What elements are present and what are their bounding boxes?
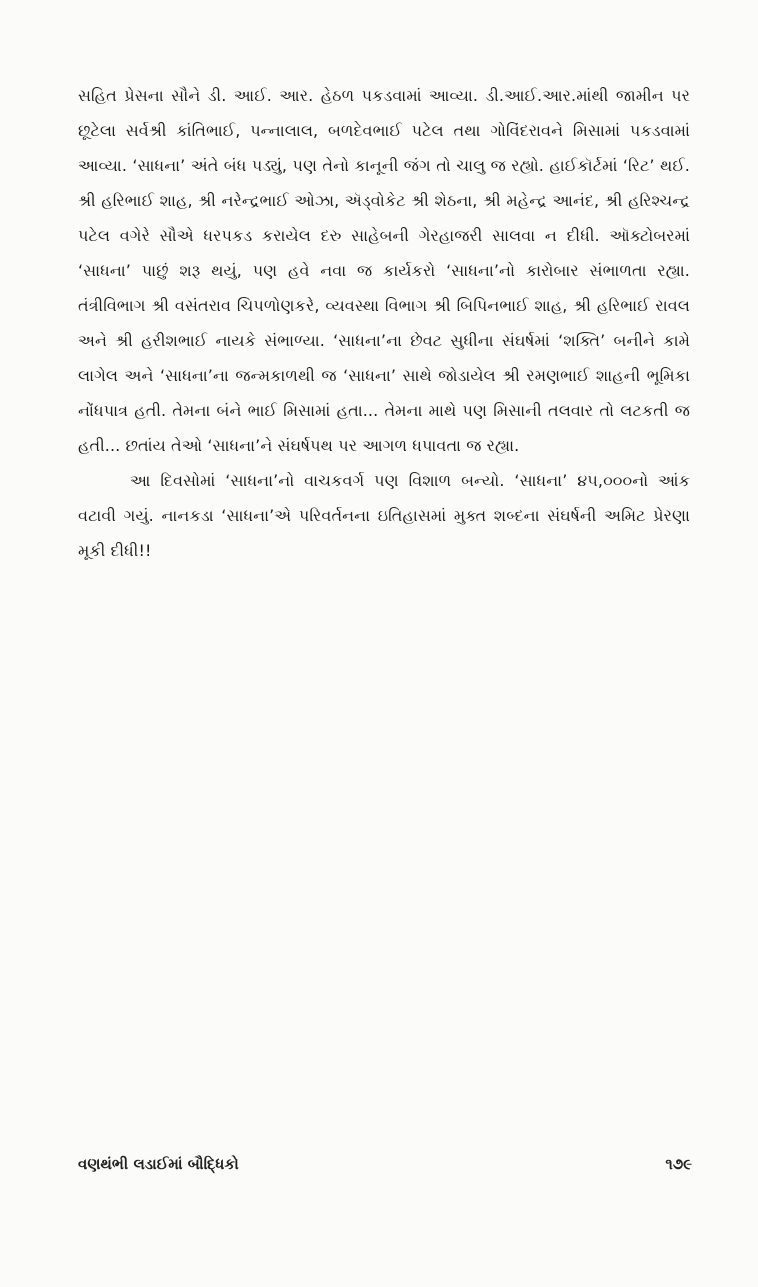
body-text	[78, 78, 690, 568]
paragraph-1: સહિત પ્રેસના સૌને ડી. આઈ. આર. હેઠળ પકડવામાં આવ્યા. ડી.આઈ.આર.માંથી જામીન પર છૂટેલા સર્વશ્રી કાંતિભાઈ, પન્નાલાલ, બળદેવભાઈ પટેલ તથા ગોવિંદરાવને મિસામાં પકડવામાં આવ્યા. ‘સાધના’ અંતે બંધ પડ્યું, પણ તેનો કાનૂની જંગ તો ચાલુ જ રહ્યો. હાઈકૉર્ટમાં ‘રિટ’ થઈ. શ્રી હરિભાઈ શાહ, શ્રી નરેન્દ્રભાઈ ઓઝા, ઍડ્વોકેટ શ્રી શેઠના, શ્રી મહેન્દ્ર આનંદ, શ્રી હરિશ્ચન્દ્ર પટેલ વગેરે સૌએ ધરપકડ કરાયેલ દરુ સાહેબની ગેરહાજરી સાલવા ન દીધી. ઑક્ટોબરમાં ‘સાધના’ પાછું શરૂ થયું, પણ હવે નવા જ કાર્યકરો ‘સાધના’નો કારોબાર સંભાળતા રહ્યા. તંત્રીવિભાગ શ્રી વસંતરાવ ચિપળોણકરે, વ્યવસ્થા વિભાગ શ્રી બિપિનભાઈ શાહ, શ્રી હરિભાઈ રાવલ અને શ્રી હરીશભાઈ નાયકે સંભાળ્યા. ‘સાધના’ના છેવટ સુધીના સંઘર્ષમાં ‘શક્તિ’ બનીને કામે લાગેલ અને ‘સાધના’ના જન્મકાળથી જ ‘સાધના’ સાથે જોડાયેલ શ્રી રમણભાઈ શાહની ભૂમિકા નોંધપાત્ર હતી. તેમના બંને ભાઈ મિસામાં હતા... તેમના માથે પણ મિસાની તલવાર તો લટકતી જ હતી... છતાંય તેઓ ‘સાધના’ને સંઘર્ષપથ પર આગળ ધપાવતા જ રહ્યા.	[78, 86, 690, 455]
paragraph-2: આ દિવસોમાં ‘સાધના’નો વાચકવર્ગ પણ વિશાળ બન્યો. ‘સાધના’ ૪૫,૦૦૦નો આંક વટાવી ગયું. નાનકડા ‘સાધના’એ પરિવર્તનના ઇતિહાસમાં મુક્ત શબ્દના સંઘર્ષની અમિટ પ્રેરણા મૂકી દીધી!!	[78, 471, 690, 560]
page-number: ૧૭૯	[665, 1155, 692, 1173]
page-footer	[78, 1155, 692, 1185]
running-footer-title: વણથંભી લડાઈમાં બૌદ્ધિકો	[78, 1155, 239, 1173]
